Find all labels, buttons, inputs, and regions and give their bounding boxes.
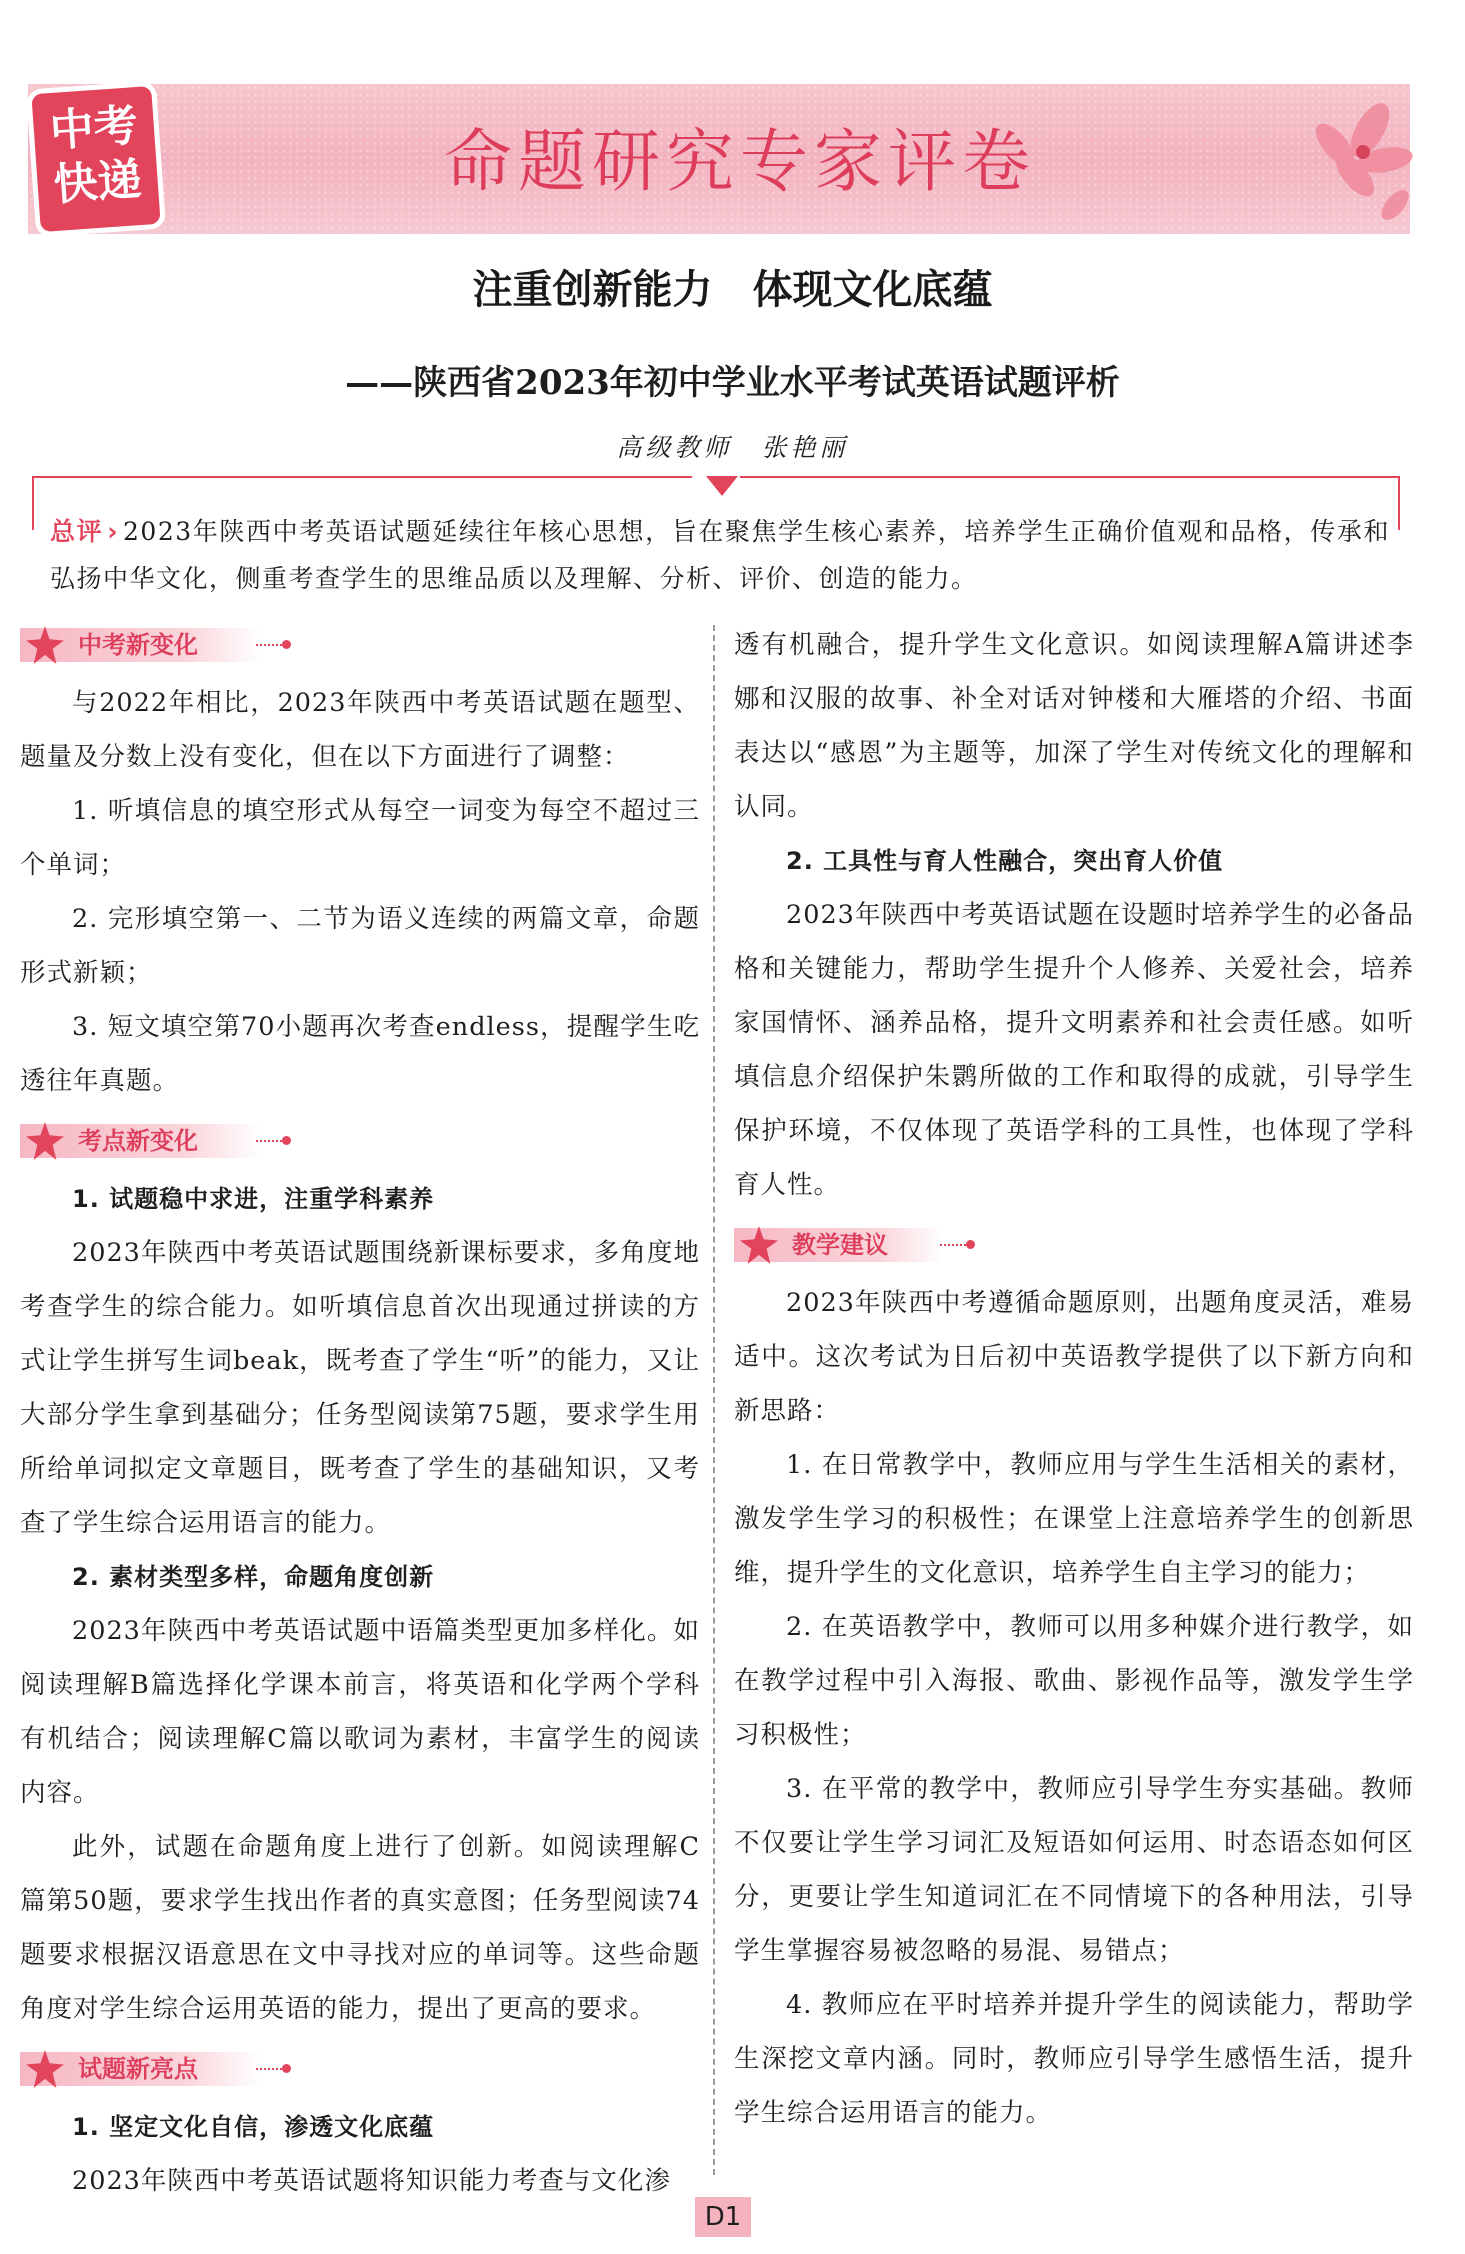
paragraph: 2023年陕西中考英语试题将知识能力考查与文化渗 [72,2166,671,2196]
list-item: 3. 短文填空第70小题再次考查endless，提醒学生吃透往年真题。 [20,1012,700,1096]
list-item: 1. 在日常教学中，教师应用与学生生活相关的素材，激发学生学习的积极性；在课堂上注意培养学生的创新思维，提升学生的文化意识，培养学生自主学习的能力； [734,1450,1414,1588]
list-item: 3. 在平常的教学中，教师应引导学生夯实基础。教师不仅要让学生学习词汇及短语如何运用、时态语态如何区分，更要让学生知道词汇在不同情境下的各种用法，引导学生掌握容易被忽略的易混、易错点； [734,1774,1414,1966]
left-column [20,618,700,2208]
summary-paragraph [50,508,1390,602]
column-divider [713,625,715,2175]
subheading: 2. 素材类型多样，命题角度创新 [72,1563,435,1591]
paragraph: 与2022年相比，2023年陕西中考英语试题在题型、题量及分数上没有变化，但在以下方面进行了调整： [20,688,700,772]
page-number: D1 [695,2197,751,2237]
list-item: 1. 听填信息的填空形式从每空一词变为每空不超过三个单词； [20,796,700,880]
banner-title: 命题研究专家评卷 [443,123,1036,202]
right-column [734,618,1414,2140]
summary-label: 总评 [50,517,104,546]
paragraph: 2023年陕西中考英语试题围绕新课标要求，多角度地考查学生的综合能力。如听填信息首次出现通过拼读的方式让学生拼写生词beak，既考查了学生“听”的能力，又让大部分学生拿到基础分；任务型阅读第75题，要求学生用所给单词拟定文章题目，既考查了学生的基础知识，又考查了学生综合运用语言的能力。 [20,1238,700,1538]
subheading: 1. 坚定文化自信，渗透文化底蕴 [72,2113,435,2141]
article-subtitle: ——陕西省2023年初中学业水平考试英语试题评析 [345,363,1120,403]
list-item: 2. 在英语教学中，教师可以用多种媒介进行教学，如在教学过程中引入海报、歌曲、影视作品等，激发学生学习积极性； [734,1612,1414,1750]
author-byline: 高级教师 张艳丽 [616,433,849,462]
summary-arrow-icon: › [107,517,120,546]
paragraph: 此外，试题在命题角度上进行了创新。如阅读理解C篇第50题，要求学生找出作者的真实意图；任务型阅读74题要求根据汉语意思在文中寻找对应的单词等。这些命题角度对学生综合运用英语的能力，提出了更高的要求。 [20,1832,700,2024]
subheading: 1. 试题稳中求进，注重学科素养 [72,1185,435,1213]
section-heading-exam-changes: 中考新变化 [20,624,700,666]
article-title: 注重创新能力 体现文化底蕴 [472,267,993,313]
subheading: 2. 工具性与育人性融合，突出育人价值 [786,847,1224,875]
logo-text: 中考 快递 [48,100,144,211]
paragraph: 2023年陕西中考英语试题在设题时培养学生的必备品格和关键能力，帮助学生提升个人修养、关爱社会，培养家国情怀、涵养品格，提升文明素养和社会责任感。如听填信息介绍保护朱鹮所做的工作和取得的成就，引导学生保护环境，不仅体现了英语学科的工具性，也体现了学科育人性。 [734,900,1414,1200]
section-heading-highlights: 试题新亮点 [20,2048,700,2090]
summary-text: 2023年陕西中考英语试题延续往年核心思想，旨在聚焦学生核心素养，培养学生正确价值观和品格，传承和弘扬中华文化，侧重考查学生的思维品质以及理解、分析、评价、创造的能力。 [50,517,1390,593]
paragraph: 2023年陕西中考英语试题中语篇类型更加多样化。如阅读理解B篇选择化学课本前言，将英语和化学两个学科有机结合；阅读理解C篇以歌词为素材，丰富学生的阅读内容。 [20,1616,700,1808]
list-item: 2. 完形填空第一、二节为语义连续的两篇文章，命题形式新颖； [20,904,700,988]
section-heading-teaching-advice: 教学建议 [734,1224,1414,1266]
zhongkao-kuaidi-logo [31,86,160,232]
section-heading-topic-changes: 考点新变化 [20,1120,700,1162]
paragraph: 2023年陕西中考遵循命题原则，出题角度灵活，难易适中。这次考试为日后初中英语教学提供了以下新方向和新思路： [734,1288,1414,1426]
paragraph-continued: 透有机融合，提升学生文化意识。如阅读理解A篇讲述李娜和汉服的故事、补全对话对钟楼和大雁塔的介绍、书面表达以“感恩”为主题等，加深了学生对传统文化的理解和认同。 [734,630,1414,822]
flower-decoration-icon [1275,90,1415,230]
summary-pointer [706,476,738,496]
list-item: 4. 教师应在平时培养并提升学生的阅读能力，帮助学生深挖文章内涵。同时，教师应引导学生感悟生活，提升学生综合运用语言的能力。 [734,1990,1414,2128]
